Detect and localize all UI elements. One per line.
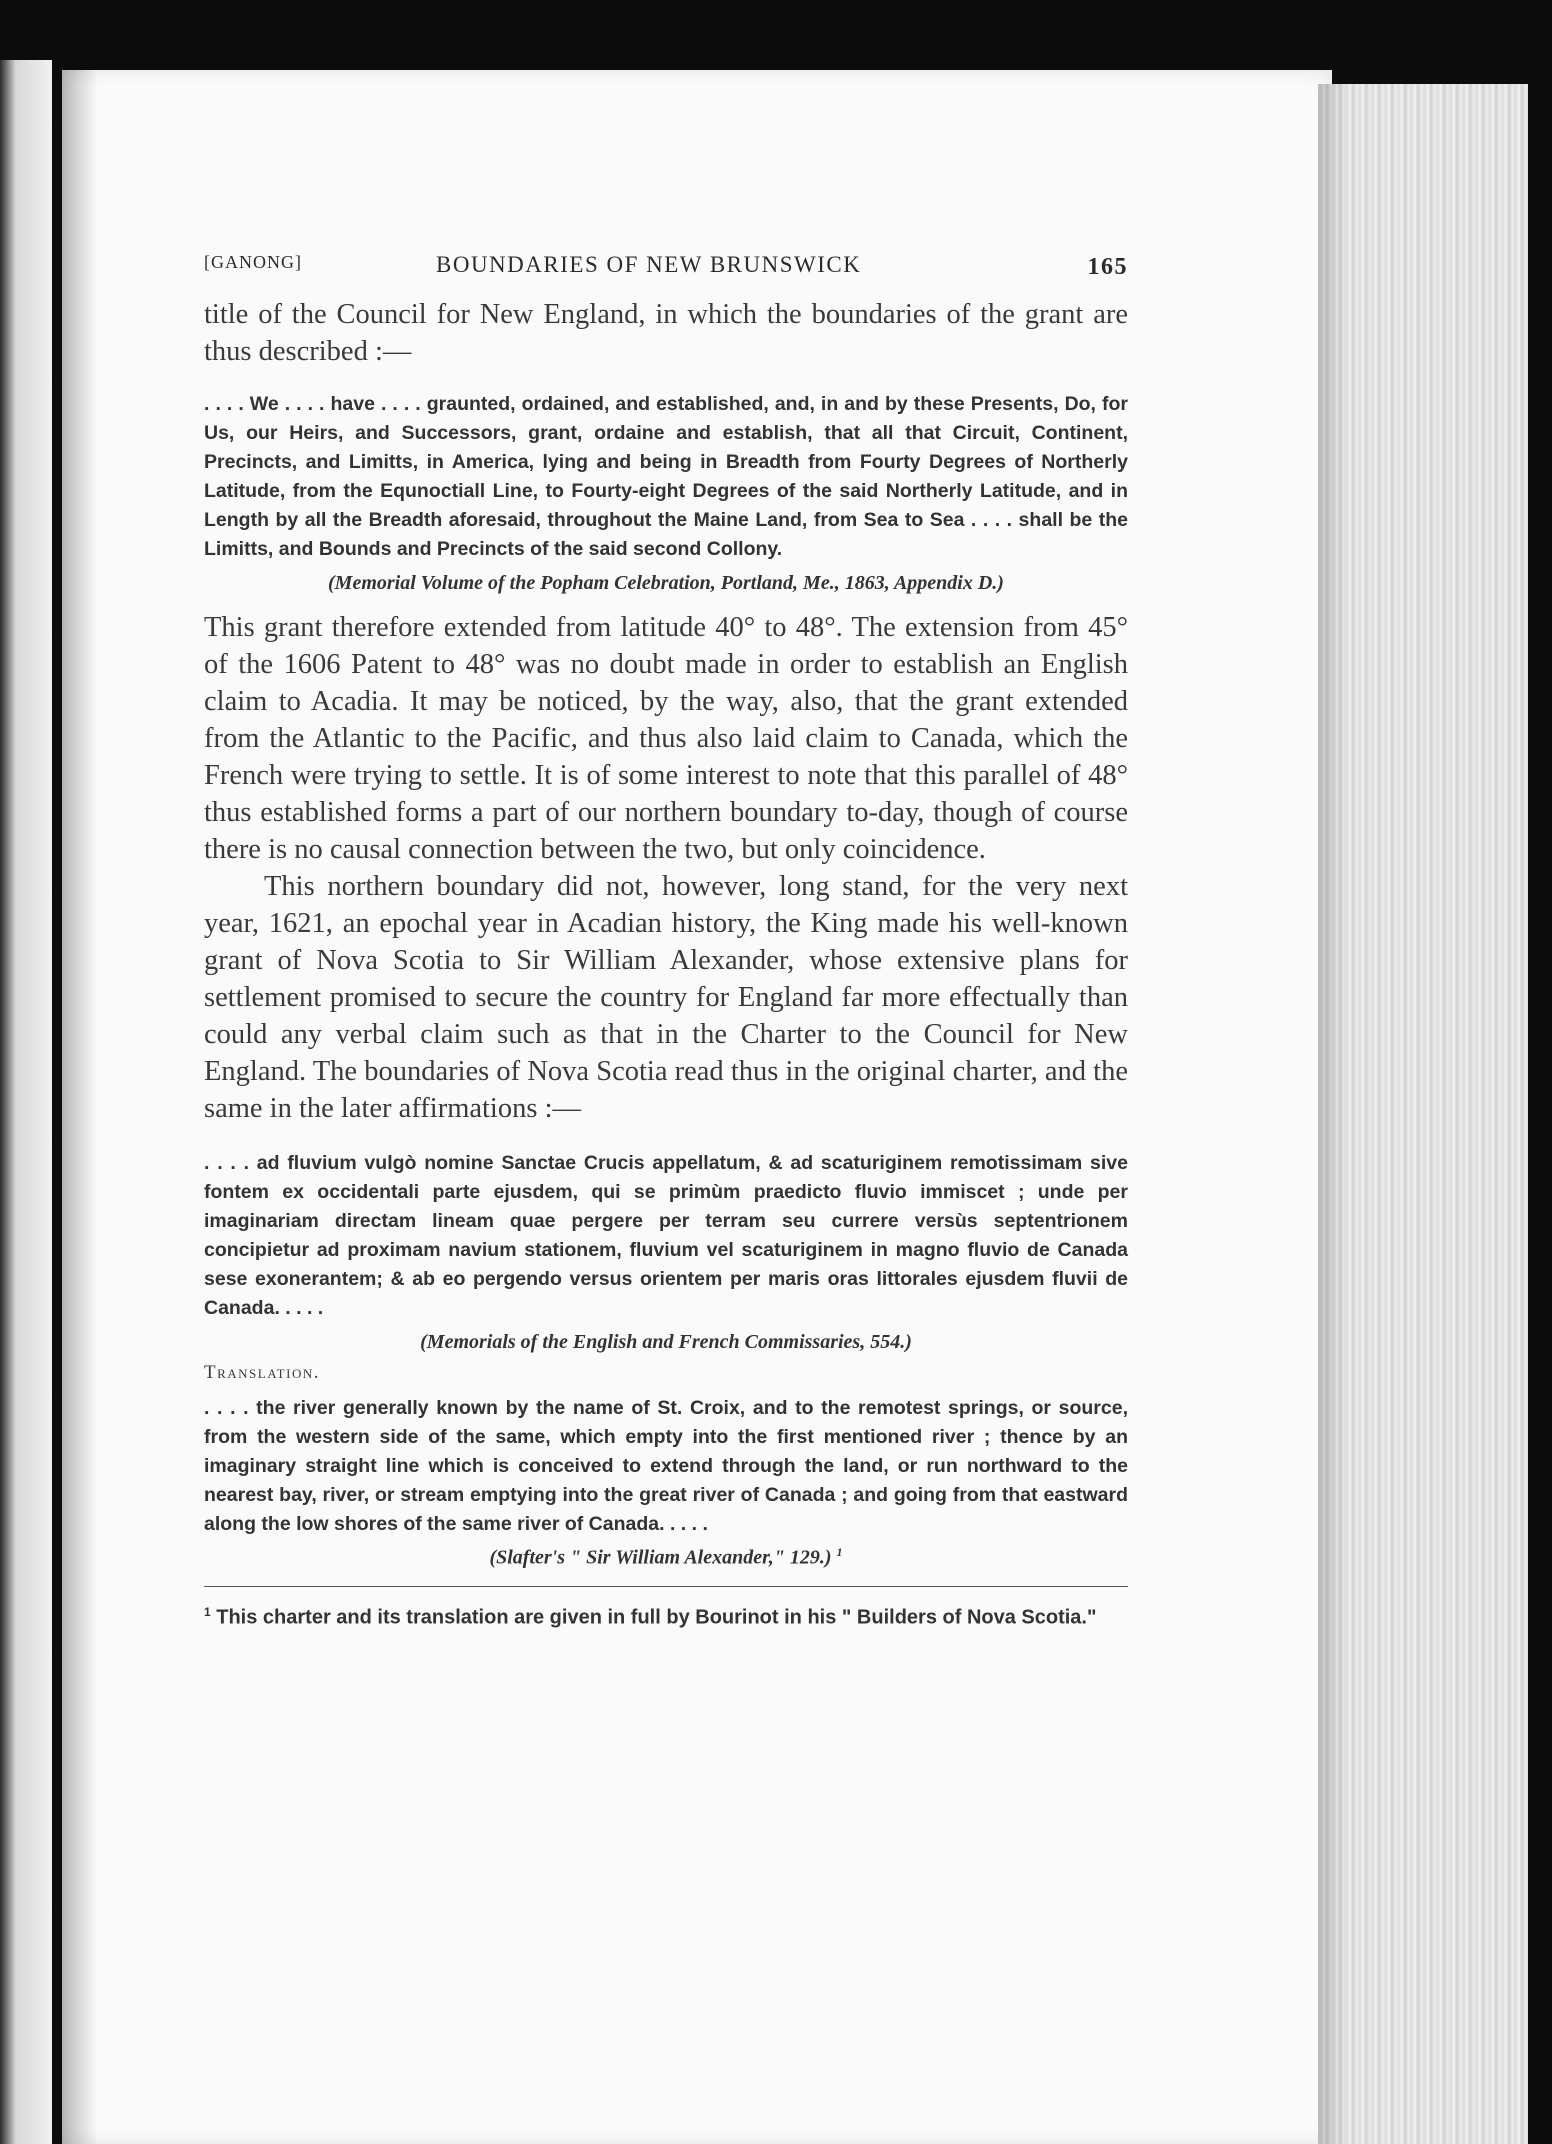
page-edges-shadow: [1318, 84, 1348, 2144]
footnote-mark: 1: [204, 1604, 211, 1619]
charter-quote-english-citation: (Memorial Volume of the Popham Celebration, Portland, Me., 1863, Appendix D.): [328, 572, 1004, 594]
left-page-edge: [0, 60, 52, 2144]
footnote-text: This charter and its translation are given in full by Bourinot in his " Builders of Nova Scotia.": [216, 1606, 1097, 1629]
paragraph-grant-extent: This grant therefore extended from latitude 40° to 48°. The extension from 45° of the 1606 Patent to 48° was no doubt made in order to establish an English claim to Acadia. It may be noticed, by the way, also, that the grant extended from the Atlantic to the Pacific, and thus also laid claim to Canada, which the French were trying to settle. It is of some interest to note that this parallel of 48° thus established forms a part of our northern boundary to-day, though of course there is no causal connection between the two, but only coincidence.: [204, 612, 1128, 865]
running-head: [204, 246, 1128, 290]
charter-quote-latin: . . . . ad fluvium vulgò nomine Sanctae Crucis appellatum, & ad scaturiginem remotissimam sive fontem ex occidentali parte ejusdem, qui se primùm praedicto fluvio immiscet ; unde per imaginariam directam lineam quae pergere per terram seu currere versùs septentrionem concipietur ad proximam navium stationem, fluvium vel scaturiginem in magno fluvio de Canada sese exonerantem; & ab eo pergendo versus orientem per maris oras littorales ejusdem fluvii de Canada. . . . .: [204, 1152, 1128, 1319]
charter-translation-quote: . . . . the river generally known by the name of St. Croix, and to the remotest springs, or source, from the western side of the same, which empty into the first mentioned river ; thence by an imaginary straight line which is conceived to extend through the land, or run northward to the nearest bay, river, or stream emptying into the great river of Canada ; and going from that eastward along the low shores of the same river of Canada. . . . .: [204, 1397, 1128, 1535]
page-edges-stack: [1318, 84, 1528, 2144]
footnote-reference-mark: 1: [836, 1545, 843, 1559]
charter-translation-citation: [204, 1545, 1128, 1570]
charter-translation-citation-text: (Slafter's " Sir William Alexander," 129.): [489, 1546, 832, 1569]
gutter-shadow: [62, 70, 98, 2144]
running-head-author: [GANONG]: [204, 252, 302, 272]
running-head-title: BOUNDARIES OF NEW BRUNSWICK: [436, 252, 862, 277]
footnote: [204, 1597, 1128, 1633]
page-number: 165: [1087, 254, 1128, 280]
intro-paragraph: title of the Council for New England, in which the boundaries of the grant are thus described :—: [204, 299, 1128, 367]
page-content: [204, 246, 1128, 1632]
translation-label: Translation.: [204, 1362, 320, 1383]
footnote-rule: [204, 1586, 1128, 1587]
paragraph-northern-boundary: This northern boundary did not, however, long stand, for the very next year, 1621, an epochal year in Acadian history, the King made his well-known grant of Nova Scotia to Sir William Alexander, whose extensive plans for settlement promised to secure the country for England far more effectually than could any verbal claim such as that in the Charter to the Council for New England. The boundaries of Nova Scotia read thus in the original charter, and the same in the later affirmations :—: [204, 871, 1128, 1124]
charter-quote-latin-citation: (Memorials of the English and French Commissaries, 554.): [420, 1331, 912, 1353]
charter-quote-english: . . . . We . . . . have . . . . graunted, ordained, and established, and, in and by these Presents, Do, for Us, our Heirs, and Successors, grant, ordaine and establish, that all that Circuit, Continent, Precincts, and Limitts, in America, lying and being in Breadth from Fourty Degrees of Northerly Latitude, from the Equnoctiall Line, to Fourty-eight Degrees of the said Northerly Latitude, and in Length by all the Breadth aforesaid, throughout the Maine Land, from Sea to Sea . . . . shall be the Limitts, and Bounds and Precincts of the said second Collony.: [204, 393, 1128, 560]
